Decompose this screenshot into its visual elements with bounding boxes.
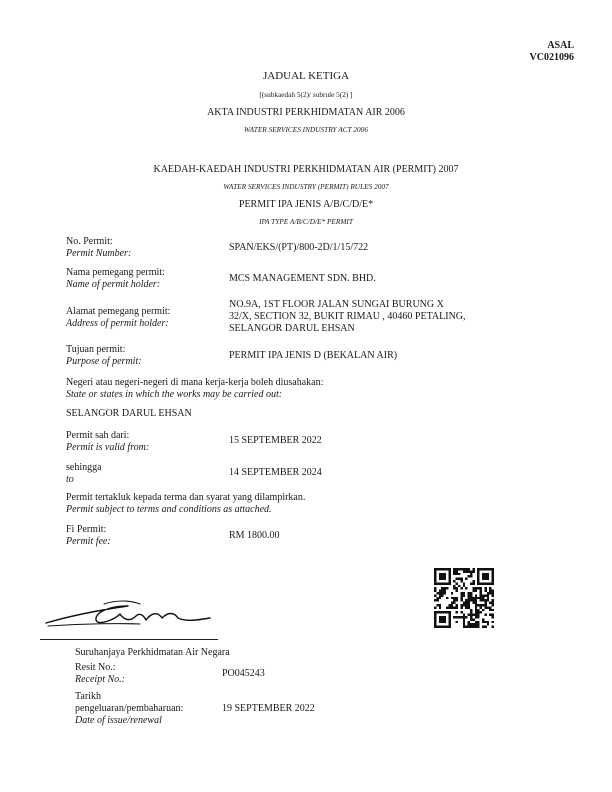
valid-to-label-my: sehingga [66,462,102,473]
serial-number: VC021096 [529,52,574,63]
rules-title-en: WATER SERVICES INDUSTRY (PERMIT) RULES 2007 [223,182,389,191]
permit-number-label [66,236,131,260]
valid-from-label-my: Permit sah dari: [66,430,130,441]
purpose-label [66,344,142,368]
authority-name: Suruhanjaya Perkhidmatan Air Negara [75,647,230,658]
fee-label-en: Permit fee: [66,536,111,547]
qr-code [434,568,494,628]
valid-from-label [66,430,149,454]
rules-title-my: KAEDAH-KAEDAH INDUSTRI PERKHIDMATAN AIR (PERMIT) 2007 [153,164,459,175]
act-title-en: WATER SERVICES INDUSTRY ACT 2006 [244,125,368,134]
issue-date-label-my-2: pengeluaran/pembaharuan: [75,703,184,714]
fee-label [66,524,111,548]
signature [40,596,220,632]
purpose-label-en: Purpose of permit: [66,356,142,367]
signature-line [40,639,218,640]
valid-to-value: 14 SEPTEMBER 2024 [229,467,322,478]
fee-label-my: Fi Permit: [66,524,107,535]
receipt-label-my: Resit No.: [75,662,116,673]
states-label-en: State or states in which the works may be carried out: [66,389,283,400]
permit-number-value: SPAN/EKS/(PT)/800-2D/1/15/722 [229,242,369,253]
schedule-title: JADUAL KETIGA [262,70,350,82]
holder-label [66,267,165,291]
valid-to-label-en: to [66,474,74,485]
valid-to-label [66,462,102,486]
permit-number-label-en: Permit Number: [66,248,132,259]
receipt-label-en: Receipt No.: [75,674,125,685]
fee-value: RM 1800.00 [229,530,280,541]
address-label [66,306,170,330]
states-value: SELANGOR DARUL EHSAN [66,408,192,419]
purpose-value: PERMIT IPA JENIS D (BEKALAN AIR) [229,350,398,361]
states-label-my: Negeri atau negeri-negeri di mana kerja-kerja boleh diusahakan: [66,377,324,388]
receipt-value: PO045243 [222,668,265,679]
subrule-reference: [(subkaedah 5(2)/ subrule 5(2) ] [259,90,353,99]
states-label [66,377,323,401]
terms-note [66,492,305,516]
address-line-1: NO.9A, 1ST FLOOR JALAN SUNGAI BURUNG X [229,299,444,310]
holder-value: MCS MANAGEMENT SDN. BHD. [229,273,376,284]
address-label-en: Address of permit holder: [66,318,169,329]
terms-note-my: Permit tertakluk kepada terma dan syarat yang dilampirkan. [66,492,306,503]
valid-from-value: 15 SEPTEMBER 2022 [229,435,322,446]
issue-date-label-en: Date of issue/renewal [75,715,162,726]
holder-label-en: Name of permit holder: [66,279,161,290]
purpose-label-my: Tujuan permit: [66,344,126,355]
terms-note-en: Permit subject to terms and conditions as attached. [66,504,272,515]
permit-number-label-my: No. Permit: [66,236,113,247]
address-value [229,299,466,335]
valid-from-label-en: Permit is valid from: [66,442,150,453]
issue-date-label-my-1: Tarikh [75,691,101,702]
issue-date-value: 19 SEPTEMBER 2022 [222,703,315,714]
issue-date-label [75,691,183,727]
holder-label-my: Nama pemegang permit: [66,267,165,278]
copy-mark: ASAL [547,40,574,51]
address-label-my: Alamat pemegang permit: [66,306,171,317]
permit-type-en: IPA TYPE A/B/C/D/E* PERMIT [259,217,353,226]
act-title-my: AKTA INDUSTRI PERKHIDMATAN AIR 2006 [207,107,405,118]
address-line-3: SELANGOR DARUL EHSAN [229,323,355,334]
receipt-label [75,662,125,686]
address-line-2: 32/X, SECTION 32, BUKIT RIMAU , 40460 PETALING, [229,311,466,322]
permit-type-my: PERMIT IPA JENIS A/B/C/D/E* [238,199,374,210]
